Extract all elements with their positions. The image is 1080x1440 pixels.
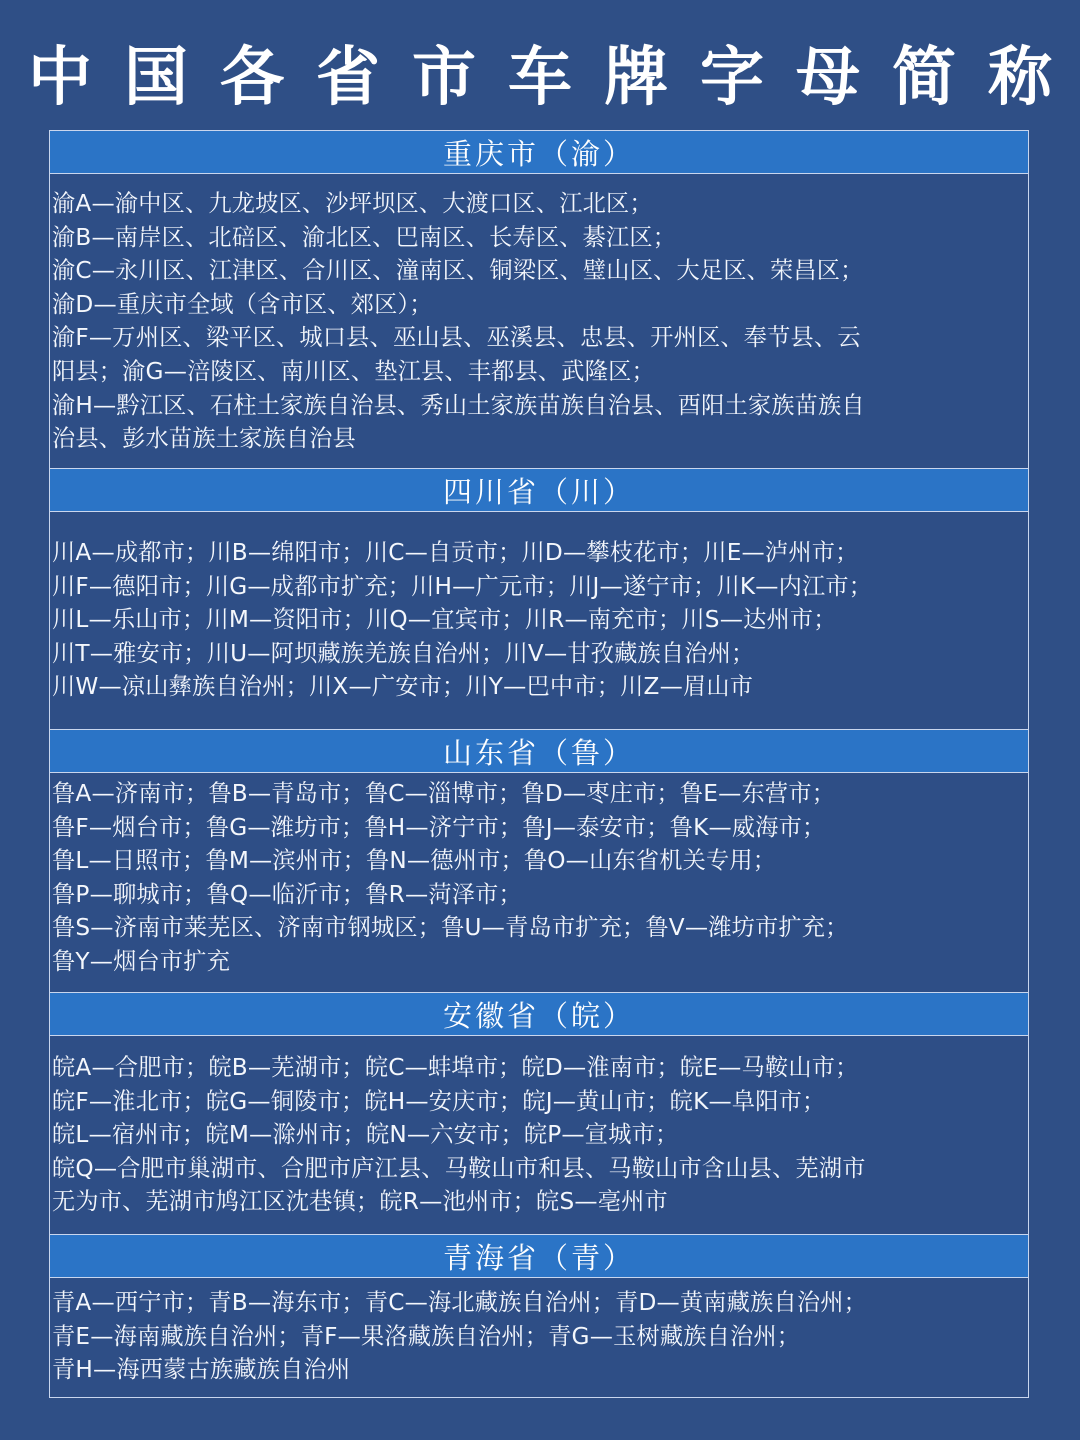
section-header: 四川省（川） [50, 468, 1028, 512]
list-item: 治县、彭水苗族土家族自治县 [52, 425, 357, 453]
list-item: 渝A—渝中区、九龙坡区、沙坪坝区、大渡口区、江北区； [52, 190, 653, 217]
list-item: 皖F—淮北市；皖G—铜陵市；皖H—安庆市；皖J—黄山市；皖K—阜阳市； [52, 1087, 826, 1115]
list-item: 川F—德阳市；川G—成都市扩充；川H—广元市；川J—遂宁市；川K—内江市； [52, 572, 873, 600]
title-char: 称 [988, 41, 1052, 115]
section-sichuan [50, 468, 1028, 729]
list-item: 皖A—合肥市；皖B—芜湖市；皖C—蚌埠市；皖D—淮南市；皖E—马鞍山市； [52, 1054, 859, 1081]
section-anhui [50, 992, 1028, 1234]
list-item: 渝H—黔江区、石柱土家族自治县、秀山土家族苗族自治县、酉阳土家族苗族自 [52, 391, 865, 419]
list-item: 皖Q—合肥市巢湖市、合肥市庐江县、马鞍山市和县、马鞍山市含山县、芜湖市 [52, 1154, 866, 1182]
list-item: 渝F—万州区、梁平区、城口县、巫山县、巫溪县、忠县、开州区、奉节县、云 [52, 324, 861, 352]
title-char: 省 [316, 41, 380, 115]
list-item: 无为市、芜湖市鸠江区沈巷镇；皖R—池州市；皖S—亳州市 [52, 1188, 668, 1216]
section-qinghai [50, 1234, 1028, 1387]
list-item: 鲁A—济南市；鲁B—青岛市；鲁C—淄博市；鲁D—枣庄市；鲁E—东营市； [52, 780, 836, 807]
plate-code-panel [49, 130, 1029, 1398]
list-item: 渝D—重庆市全域（含市区、郊区）； [52, 290, 433, 318]
section-header: 山东省（鲁） [50, 729, 1028, 773]
page-title [0, 28, 1080, 128]
list-item: 渝C—永川区、江津区、合川区、潼南区、铜梁区、璧山区、大足区、荣昌区； [52, 257, 864, 285]
list-item: 青H—海西蒙古族藏族自治州 [52, 1356, 351, 1384]
section-body [50, 512, 1028, 704]
title-char: 简 [892, 41, 956, 115]
section-body [50, 773, 1028, 979]
list-item: 川A—成都市；川B—绵阳市；川C—自贡市；川D—攀枝花市；川E—泸州市； [52, 539, 859, 566]
title-char: 车 [508, 41, 572, 115]
list-item: 川L—乐山市；川M—资阳市；川Q—宜宾市；川R—南充市；川S—达州市； [52, 606, 837, 634]
list-item: 鲁L—日照市；鲁M—滨州市；鲁N—德州市；鲁O—山东省机关专用； [52, 847, 777, 875]
list-item: 阳县；渝G—涪陵区、南川区、垫江县、丰都县、武隆区； [52, 357, 655, 385]
list-item: 渝B—南岸区、北碚区、渝北区、巴南区、长寿区、綦江区； [52, 223, 677, 251]
title-char: 中 [28, 41, 92, 115]
title-char: 市 [412, 41, 476, 115]
section-chongqing [50, 131, 1028, 468]
title-char: 母 [796, 41, 860, 115]
section-body [50, 1036, 1028, 1219]
list-item: 鲁P—聊城市；鲁Q—临沂市；鲁R—菏泽市； [52, 880, 522, 908]
title-char: 国 [124, 41, 188, 115]
section-shandong [50, 729, 1028, 992]
list-item: 川W—凉山彝族自治州；川X—广安市；川Y—巴中市；川Z—眉山市 [52, 673, 754, 701]
section-header: 安徽省（皖） [50, 992, 1028, 1036]
list-item: 鲁Y—烟台市扩充 [52, 947, 231, 975]
section-body [50, 174, 1028, 456]
title-char: 牌 [604, 41, 668, 115]
title-char: 字 [700, 41, 764, 115]
list-item: 鲁F—烟台市；鲁G—潍坊市；鲁H—济宁市；鲁J—泰安市；鲁K—威海市； [52, 813, 826, 841]
list-item: 青A—西宁市；青B—海东市；青C—海北藏族自治州；青D—黄南藏族自治州； [52, 1289, 868, 1316]
list-item: 川T—雅安市；川U—阿坝藏族羌族自治州；川V—甘孜藏族自治州； [52, 639, 755, 667]
section-body [50, 1278, 1028, 1387]
list-item: 鲁S—济南市莱芜区、济南市钢城区；鲁U—青岛市扩充；鲁V—潍坊市扩充； [52, 914, 849, 942]
list-item: 青E—海南藏族自治州；青F—果洛藏族自治州；青G—玉树藏族自治州； [52, 1322, 801, 1350]
section-header: 青海省（青） [50, 1234, 1028, 1278]
list-item: 皖L—宿州市；皖M—滁州市；皖N—六安市；皖P—宣城市； [52, 1121, 679, 1149]
title-char: 各 [220, 41, 284, 115]
section-header: 重庆市（渝） [50, 131, 1028, 174]
